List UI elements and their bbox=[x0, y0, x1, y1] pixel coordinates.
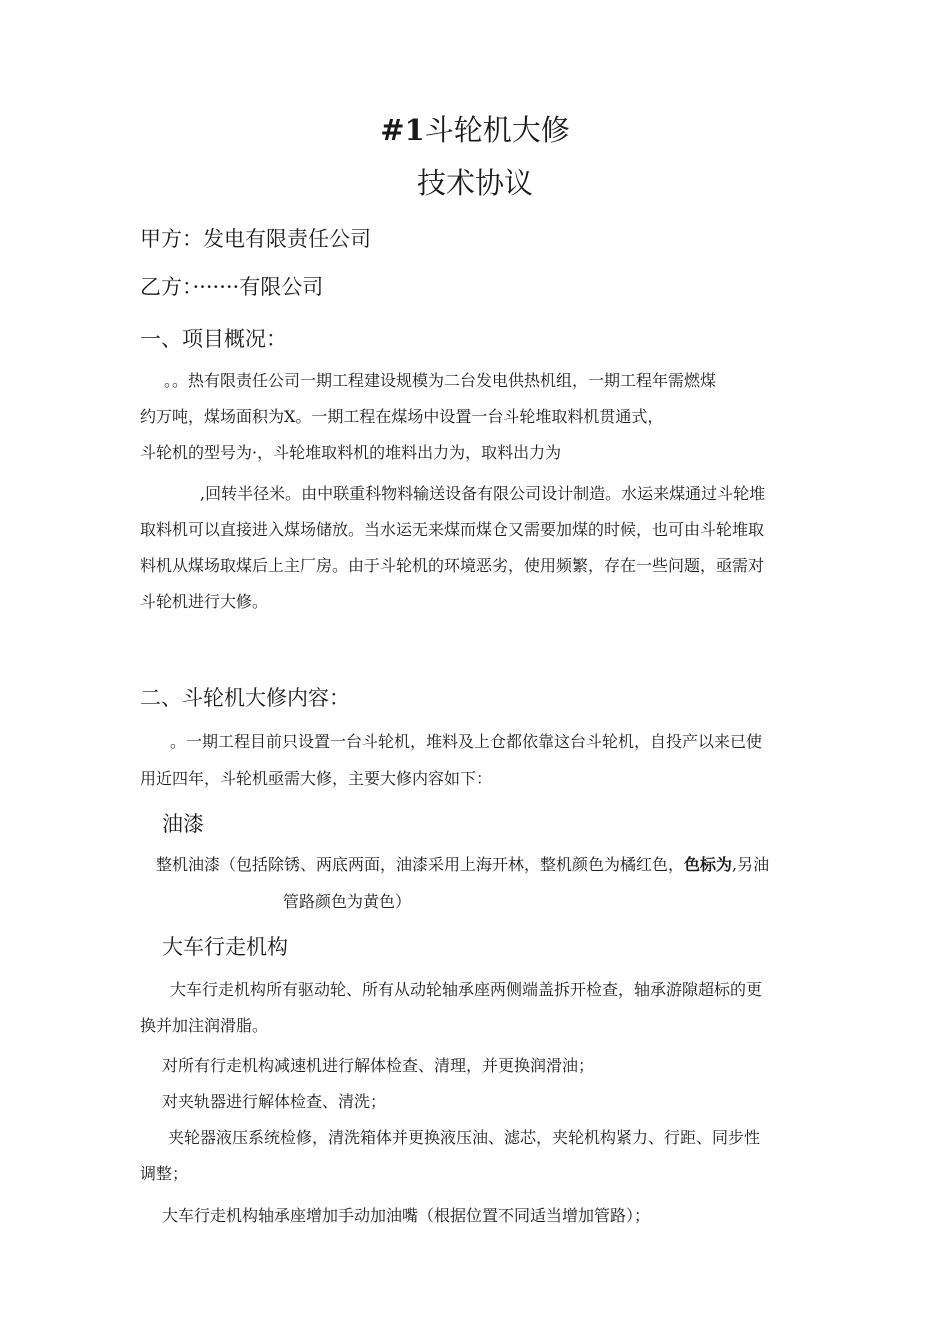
paint-line bbox=[156, 853, 769, 877]
document-title-line1 bbox=[0, 110, 950, 150]
section1-line: 料机从煤场取煤后上主厂房。由于斗轮机的环境恶劣，使用频繁，存在一些问题，亟需对 bbox=[140, 556, 765, 575]
paint-heading: 油漆 bbox=[162, 812, 204, 836]
section1-line: 。。热有限责任公司一期工程建设规模为二台发电供热机组，一期工程年需燃煤 bbox=[164, 371, 717, 390]
paint-text: 整机油漆（包括除锈、两底两面，油漆采用上海开林，整机颜色为橘红色， bbox=[156, 855, 685, 874]
title-text: 斗轮机大修 bbox=[424, 113, 570, 147]
paint-text-tail: ,另油 bbox=[732, 855, 770, 874]
travel-line: 大车行走机构轴承座增加手动加油嘴（根据位置不同适当增加管路）； bbox=[162, 1206, 651, 1225]
travel-line: 调整； bbox=[140, 1164, 189, 1183]
document-title-line2: 技术协议 bbox=[416, 166, 533, 200]
section2-intro-line: 用近四年，斗轮机亟需大修，主要大修内容如下： bbox=[140, 769, 493, 788]
section1-heading: 一、项目概况： bbox=[140, 327, 287, 351]
title-number: #1 bbox=[380, 113, 425, 147]
paint-line: 管路颜色为黄色） bbox=[283, 892, 412, 911]
section2-intro-line: 。一期工程目前只设置一台斗轮机，堆料及上仓都依靠这台斗轮机，自投产以来已使 bbox=[170, 732, 763, 751]
travel-line: 夹轮器液压系统检修，清洗箱体并更换液压油、滤芯，夹轮机构紧力、行距、同步性 bbox=[168, 1128, 761, 1147]
section1-line: 约万吨，煤场面积为X。一期工程在煤场中设置一台斗轮堆取料机贯通式， bbox=[140, 407, 664, 426]
section1-line: 斗轮机进行大修。 bbox=[140, 592, 269, 611]
section2-heading: 二、斗轮机大修内容： bbox=[140, 686, 350, 710]
paint-color-code-label: 色标为 bbox=[684, 855, 733, 874]
section1-line: ,回转半径米。由中联重科物料输送设备有限公司设计制造。水运来煤通过斗轮堆 bbox=[200, 484, 766, 503]
travel-heading: 大车行走机构 bbox=[162, 935, 288, 959]
section1-line: 取料机可以直接进入煤场储放。当水运无来煤而煤仓又需要加煤的时候，也可由斗轮堆取 bbox=[140, 520, 765, 539]
travel-line: 对夹轨器进行解体检查、清洗； bbox=[162, 1092, 387, 1111]
party-a: 甲方：发电有限责任公司 bbox=[140, 227, 371, 251]
travel-line: 大车行走机构所有驱动轮、所有从动轮轴承座两侧端盖拆开检查，轴承游隙超标的更 bbox=[170, 980, 763, 999]
travel-line: 换并加注润滑脂。 bbox=[140, 1016, 269, 1035]
section1-line: 斗轮机的型号为·，斗轮堆取料机的堆料出力为，取料出力为 bbox=[140, 443, 562, 462]
party-b: 乙方：·······有限公司 bbox=[140, 275, 324, 299]
travel-line: 对所有行走机构减速机进行解体检查、清理，并更换润滑油； bbox=[162, 1056, 595, 1075]
